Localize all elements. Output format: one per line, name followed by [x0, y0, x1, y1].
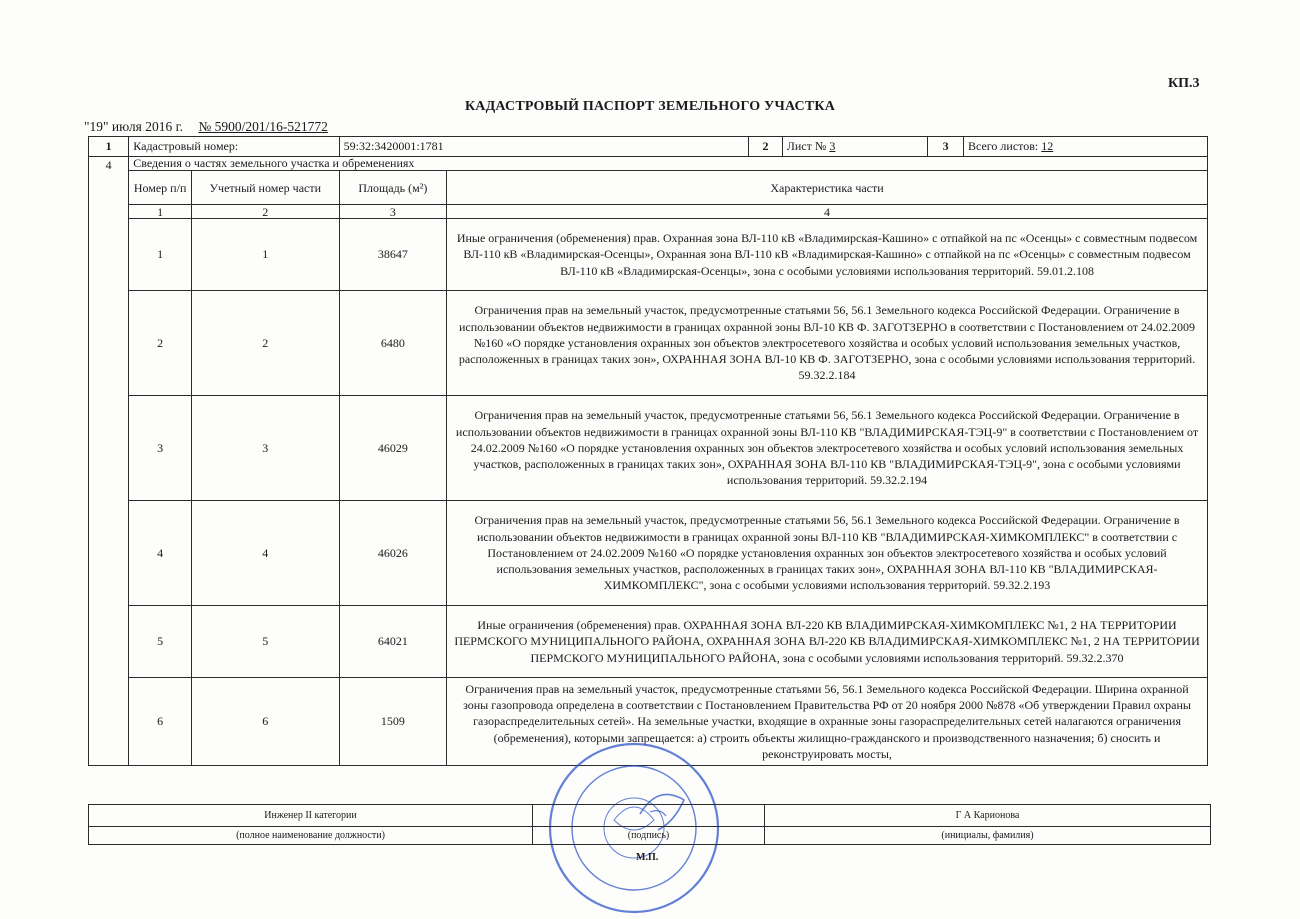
- part-number: 6: [191, 678, 339, 766]
- table-row: [89, 606, 1208, 678]
- form-code: КП.3: [1168, 76, 1200, 91]
- table-row: [89, 501, 1208, 606]
- table-row: [89, 219, 1208, 291]
- section-title: Сведения о частях земельного участка и обременениях: [129, 157, 1208, 171]
- row-index: 3: [129, 396, 192, 501]
- part-number: 2: [191, 291, 339, 396]
- total-sheets-cell: [964, 137, 1208, 157]
- signature-field: [533, 805, 765, 827]
- column-header-area: Площадь (м²): [339, 171, 446, 205]
- column-number: 1: [129, 205, 192, 219]
- row-number: 1: [89, 137, 129, 157]
- part-number: 4: [191, 501, 339, 606]
- cadastral-label: Кадастровый номер:: [129, 137, 339, 157]
- column-number: 4: [447, 205, 1208, 219]
- signature-caption-row: [89, 827, 1211, 845]
- signer-position: Инженер II категории: [89, 805, 533, 827]
- table-row: [89, 396, 1208, 501]
- sheet-number: 3: [829, 139, 836, 154]
- main-table: [88, 136, 1208, 766]
- document-number: № 5900/201/16-521772: [198, 119, 328, 134]
- part-description: Иные ограничения (обременения) прав. ОХРАННАЯ ЗОНА ВЛ-220 КВ ВЛАДИМИРСКАЯ-ХИМКОМПЛЕКС №1, 2 НА ТЕРРИТОРИИ ПЕРМСКОГО МУНИЦИПАЛЬНОГО РАЙОНА, ОХРАННАЯ ЗОНА ВЛ-220 КВ ВЛАДИМИРСКАЯ-ХИМКОМПЛЕКС №1, 2 НА ТЕРРИТОРИИ ПЕРМСКОГО МУНИЦИПАЛЬНОГО РАЙОНА, зона с особыми условиями использования территорий. 59.32.2.370: [447, 606, 1208, 678]
- part-description: Ограничения прав на земельный участок, предусмотренные статьями 56, 56.1 Земельного кодекса Российской Федерации. Ширина охранной зоны газопровода определена в соответствии с Постановлением Правительства РФ от 20 ноября 2000 №878 «Об утверждении Правил охраны газораспределительных сетей». На земельные участки, входящие в охранные зоны газораспределительных сетей налагаются ограничения (обременения), которыми запрещается: а) строить объекты жилищно-гражданского и производственного назначения; б) сносить и реконструировать мосты,: [447, 678, 1208, 766]
- row-number-3: 3: [928, 137, 964, 157]
- total-sheets-value: 12: [1041, 139, 1054, 154]
- header-row-cadastral: [89, 137, 1208, 157]
- row-index: 5: [129, 606, 192, 678]
- signer-name: Г А Карионова: [765, 805, 1211, 827]
- total-sheets-label: Всего листов:: [968, 139, 1039, 154]
- part-number: 1: [191, 219, 339, 291]
- column-header-row: [89, 171, 1208, 205]
- row-index: 2: [129, 291, 192, 396]
- cadastral-number: 59:32:3420001:1781: [339, 137, 749, 157]
- column-number: 3: [339, 205, 446, 219]
- stamp-mark: М.П.: [636, 852, 659, 863]
- row-index: 1: [129, 219, 192, 291]
- page-title: КАДАСТРОВЫЙ ПАСПОРТ ЗЕМЕЛЬНОГО УЧАСТКА: [464, 99, 836, 114]
- part-description: Ограничения прав на земельный участок, предусмотренные статьями 56, 56.1 Земельного кодекса Российской Федерации. Ограничение в использовании объектов недвижимости в границах охранной зоны ВЛ-110 КВ "ВЛАДИМИРСКАЯ-ТЭЦ-9" в соответствии с Постановлением от 24.02.2009 №160 «О порядке установления охранных зон объектов электросетевого хозяйства и особых условий использования земельных участков, расположенных в границах таких зон», ОХРАННАЯ ЗОНА ВЛ-110 КВ "ВЛАДИМИРСКАЯ-ТЭЦ-9", зона с особыми условиями использования территорий. 59.32.2.194: [447, 396, 1208, 501]
- part-number: 3: [191, 396, 339, 501]
- column-header-number: Номер п/п: [129, 171, 192, 205]
- section-number: 4: [89, 157, 129, 766]
- sheet-cell: [782, 137, 927, 157]
- row-number-2: 2: [749, 137, 783, 157]
- area-value: 64021: [339, 606, 446, 678]
- date-line: [84, 119, 328, 135]
- area-value: 6480: [339, 291, 446, 396]
- section-header-row: [89, 157, 1208, 171]
- area-value: 46029: [339, 396, 446, 501]
- row-index: 6: [129, 678, 192, 766]
- column-header-part-number: Учетный номер части: [191, 171, 339, 205]
- area-value: 38647: [339, 219, 446, 291]
- column-number: 2: [191, 205, 339, 219]
- part-description: Ограничения прав на земельный участок, предусмотренные статьями 56, 56.1 Земельного кодекса Российской Федерации. Ограничение в использовании объектов недвижимости в границах охранной зоны ВЛ-10 КВ Ф. ЗАГОТЗЕРНО в соответствии с Постановлением от 24.02.2009 №160 «О порядке установления охранных зон объектов электросетевого хозяйства и особых условий использования земельных участков, расположенных в границах таких зон», ОХРАННАЯ ЗОНА ВЛ-10 КВ Ф. ЗАГОТЗЕРНО, зона с особыми условиями использования территорий. 59.32.2.184: [447, 291, 1208, 396]
- part-description: Ограничения прав на земельный участок, предусмотренные статьями 56, 56.1 Земельного кодекса Российской Федерации. Ограничение в использовании объектов недвижимости в границах охранной зоны ВЛ-110 КВ "ВЛАДИМИРСКАЯ-ХИМКОМПЛЕКС" в соответствии с Постановлением от 24.02.2009 №160 «О порядке установления охранных зон объектов электросетевого хозяйства и особых условий использования земельных участков, расположенных в границах таких зон», ОХРАННАЯ ЗОНА ВЛ-110 КВ "ВЛАДИМИРСКАЯ-ХИМКОМПЛЕКС", зона с особыми условиями использования территорий. 59.32.2.193: [447, 501, 1208, 606]
- sheet-label: Лист №: [786, 139, 827, 154]
- row-index: 4: [129, 501, 192, 606]
- column-header-characteristic: Характеристика части: [447, 171, 1208, 205]
- signature-block: [88, 804, 1211, 845]
- signature-row: [89, 805, 1211, 827]
- area-value: 1509: [339, 678, 446, 766]
- area-value: 46026: [339, 501, 446, 606]
- table-row: [89, 291, 1208, 396]
- part-number: 5: [191, 606, 339, 678]
- part-description: Иные ограничения (обременения) прав. Охранная зона ВЛ-110 кВ «Владимирская-Кашино» с отпайкой на пс «Осенцы» с совместным подвесом ВЛ-110 кВ «Владимирская-Осенцы», Охранная зона ВЛ-110 кВ «Владимирская-Кашино» с отпайкой на пс «Осенцы» с совместным подвесом ВЛ-110 кВ «Владимирская-Осенцы», зона с особыми условиями использования территорий. 59.01.2.108: [447, 219, 1208, 291]
- position-caption: (полное наименование должности): [89, 827, 533, 845]
- signature-caption: (подпись): [533, 827, 765, 845]
- column-number-row: [89, 205, 1208, 219]
- name-caption: (инициалы, фамилия): [765, 827, 1211, 845]
- issue-date: "19" июля 2016 г.: [84, 119, 183, 134]
